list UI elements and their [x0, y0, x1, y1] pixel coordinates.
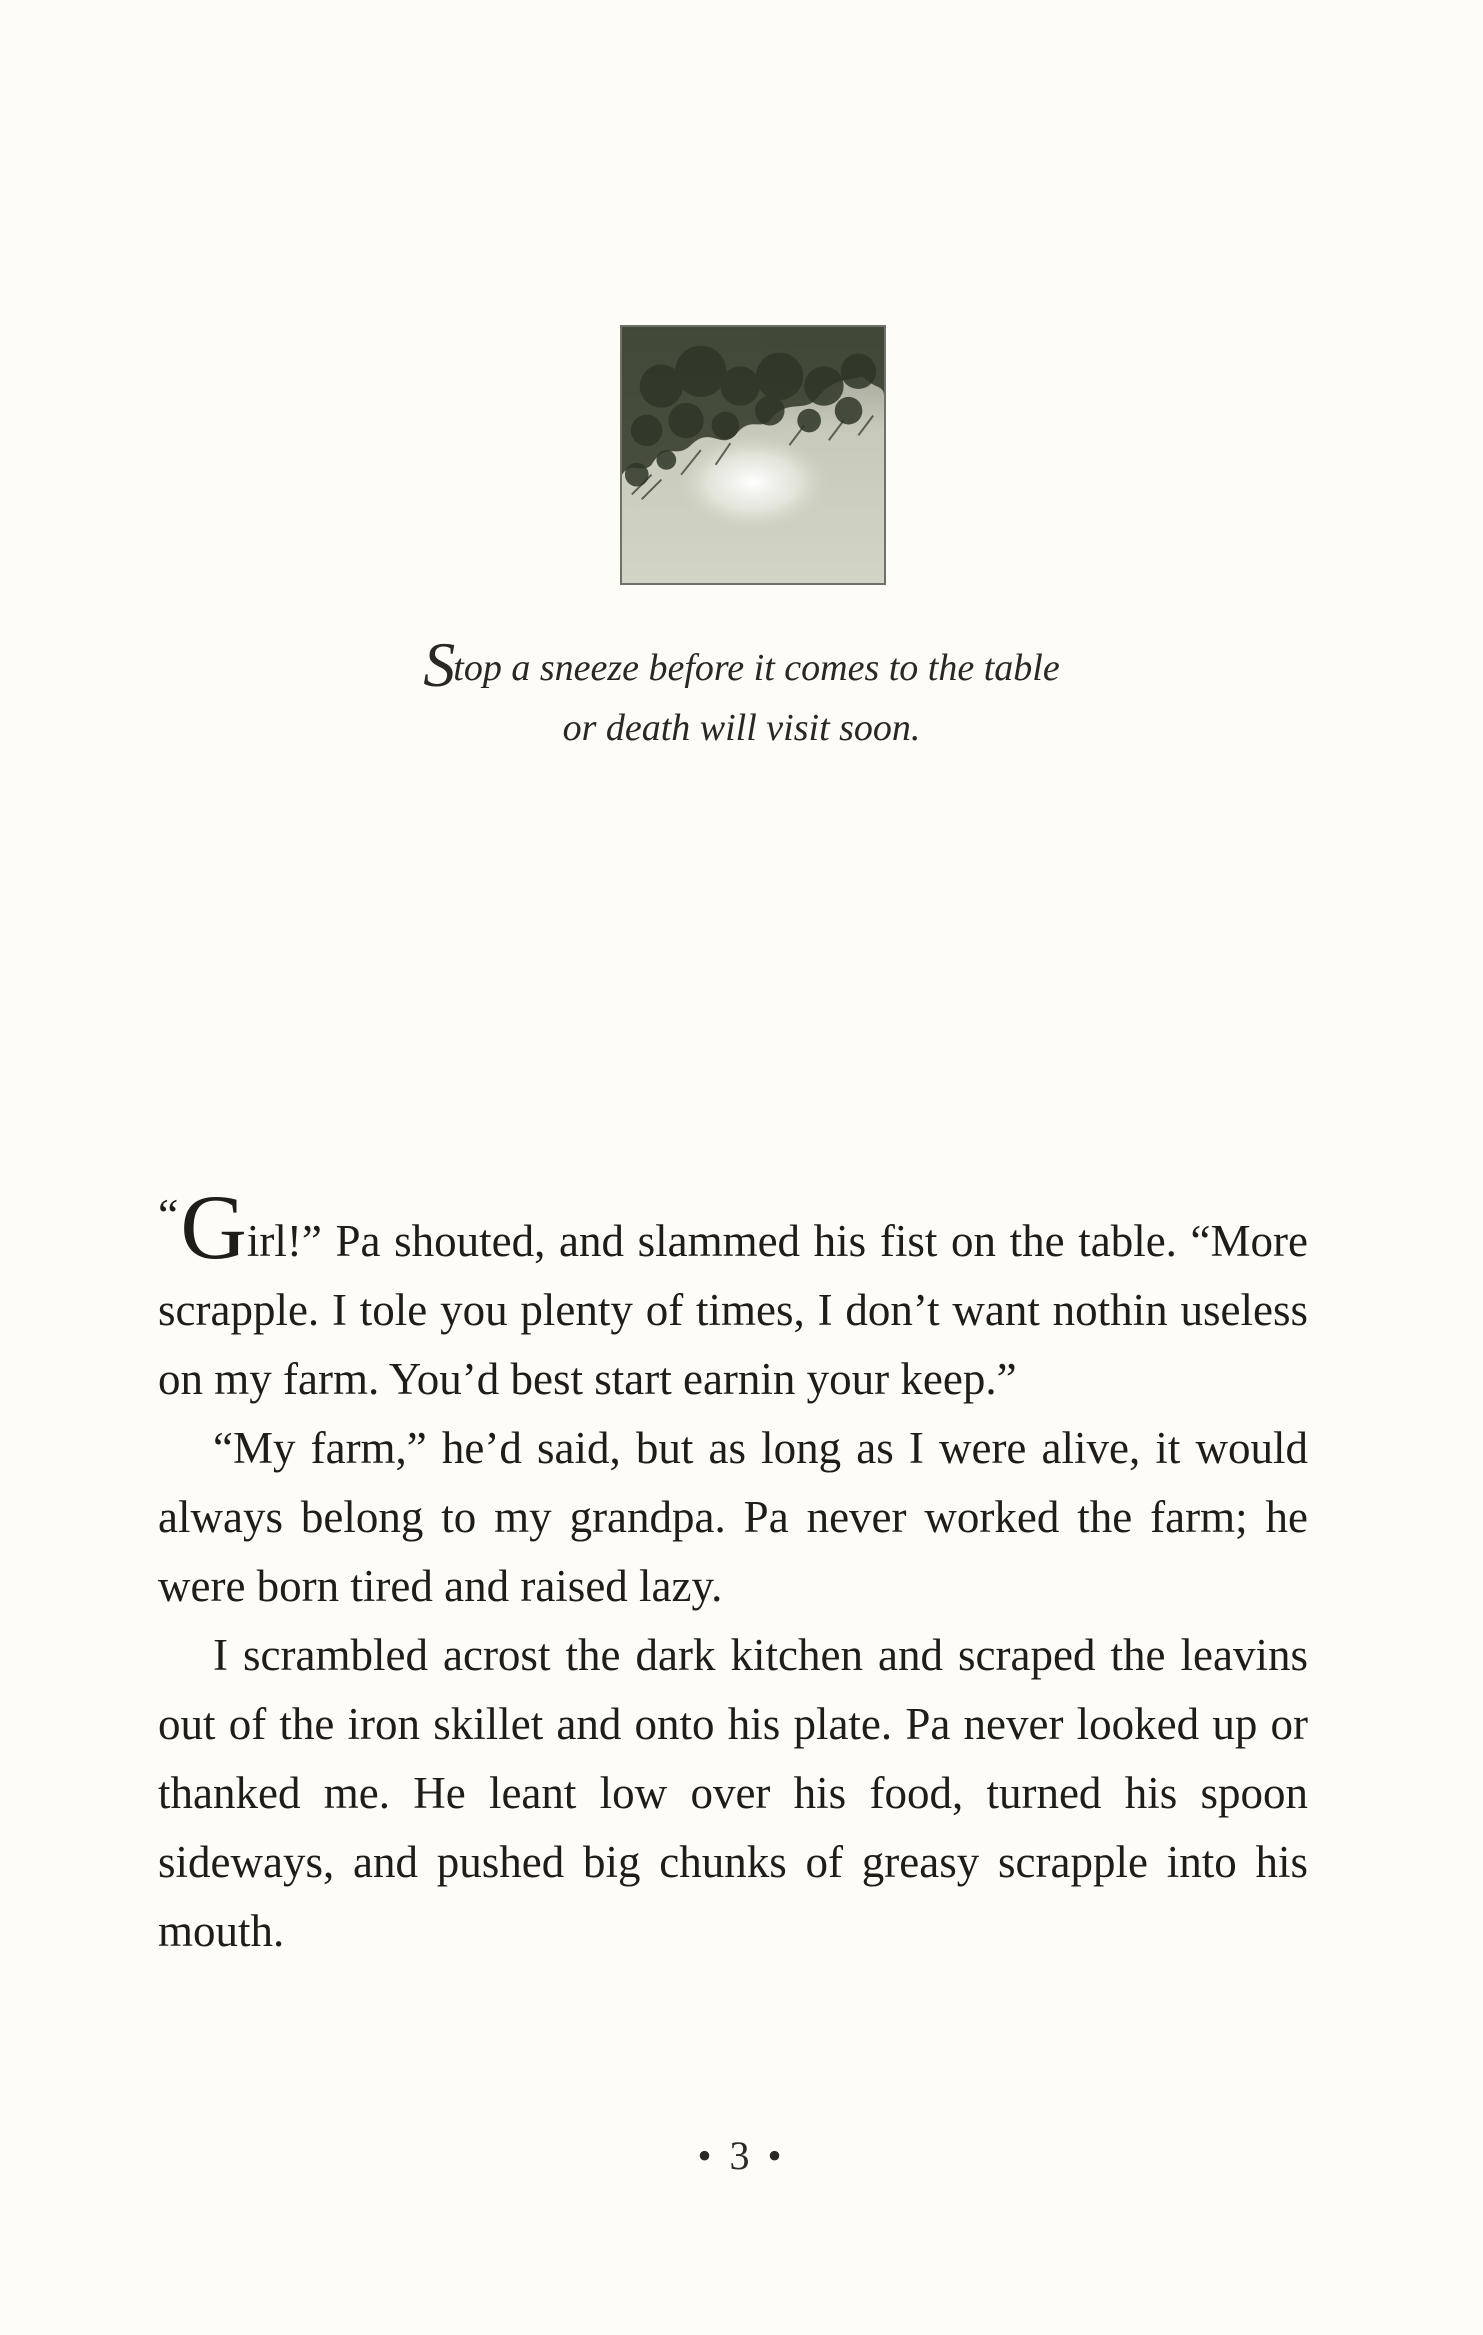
epigraph	[200, 629, 1283, 758]
body-text	[158, 1176, 1308, 1966]
paragraph-3: I scrambled acrost the dark kitchen and scraped the leavins out of the iron skillet and onto his plate. Pa never looked up or thanked me. He leant low over his food, turned his spoon sideways, and pushed big chunks of greasy scrapple into his mouth.	[158, 1630, 1308, 1956]
epigraph-initial: S	[423, 629, 456, 700]
opening-quote-mark: “	[158, 1189, 179, 1240]
epigraph-line-1	[200, 629, 1283, 700]
epigraph-line-1-rest: a sneeze before it comes to the table	[501, 647, 1060, 689]
pine-branches-moon-image	[622, 327, 884, 583]
paragraph-2: “My farm,” he’d said, but as long as I were alive, it would always belong to my grandpa. Pa never worked the farm; he were born tired and raised lazy.	[158, 1423, 1308, 1611]
page-number: • 3 •	[697, 2133, 786, 2178]
chapter-illustration	[620, 325, 886, 585]
drop-initial: G	[180, 1176, 247, 1278]
epigraph-line-2: or death will visit soon.	[562, 707, 921, 749]
paragraph-1	[158, 1176, 1308, 1414]
paragraph-1-text: irl!” Pa shouted, and slammed his fist on the table. “More scrapple. I tole you plenty of times, I don’t want nothin useless on my farm. You’d best start earnin your keep.”	[158, 1216, 1308, 1404]
epigraph-first-word-rest: top	[453, 647, 502, 689]
